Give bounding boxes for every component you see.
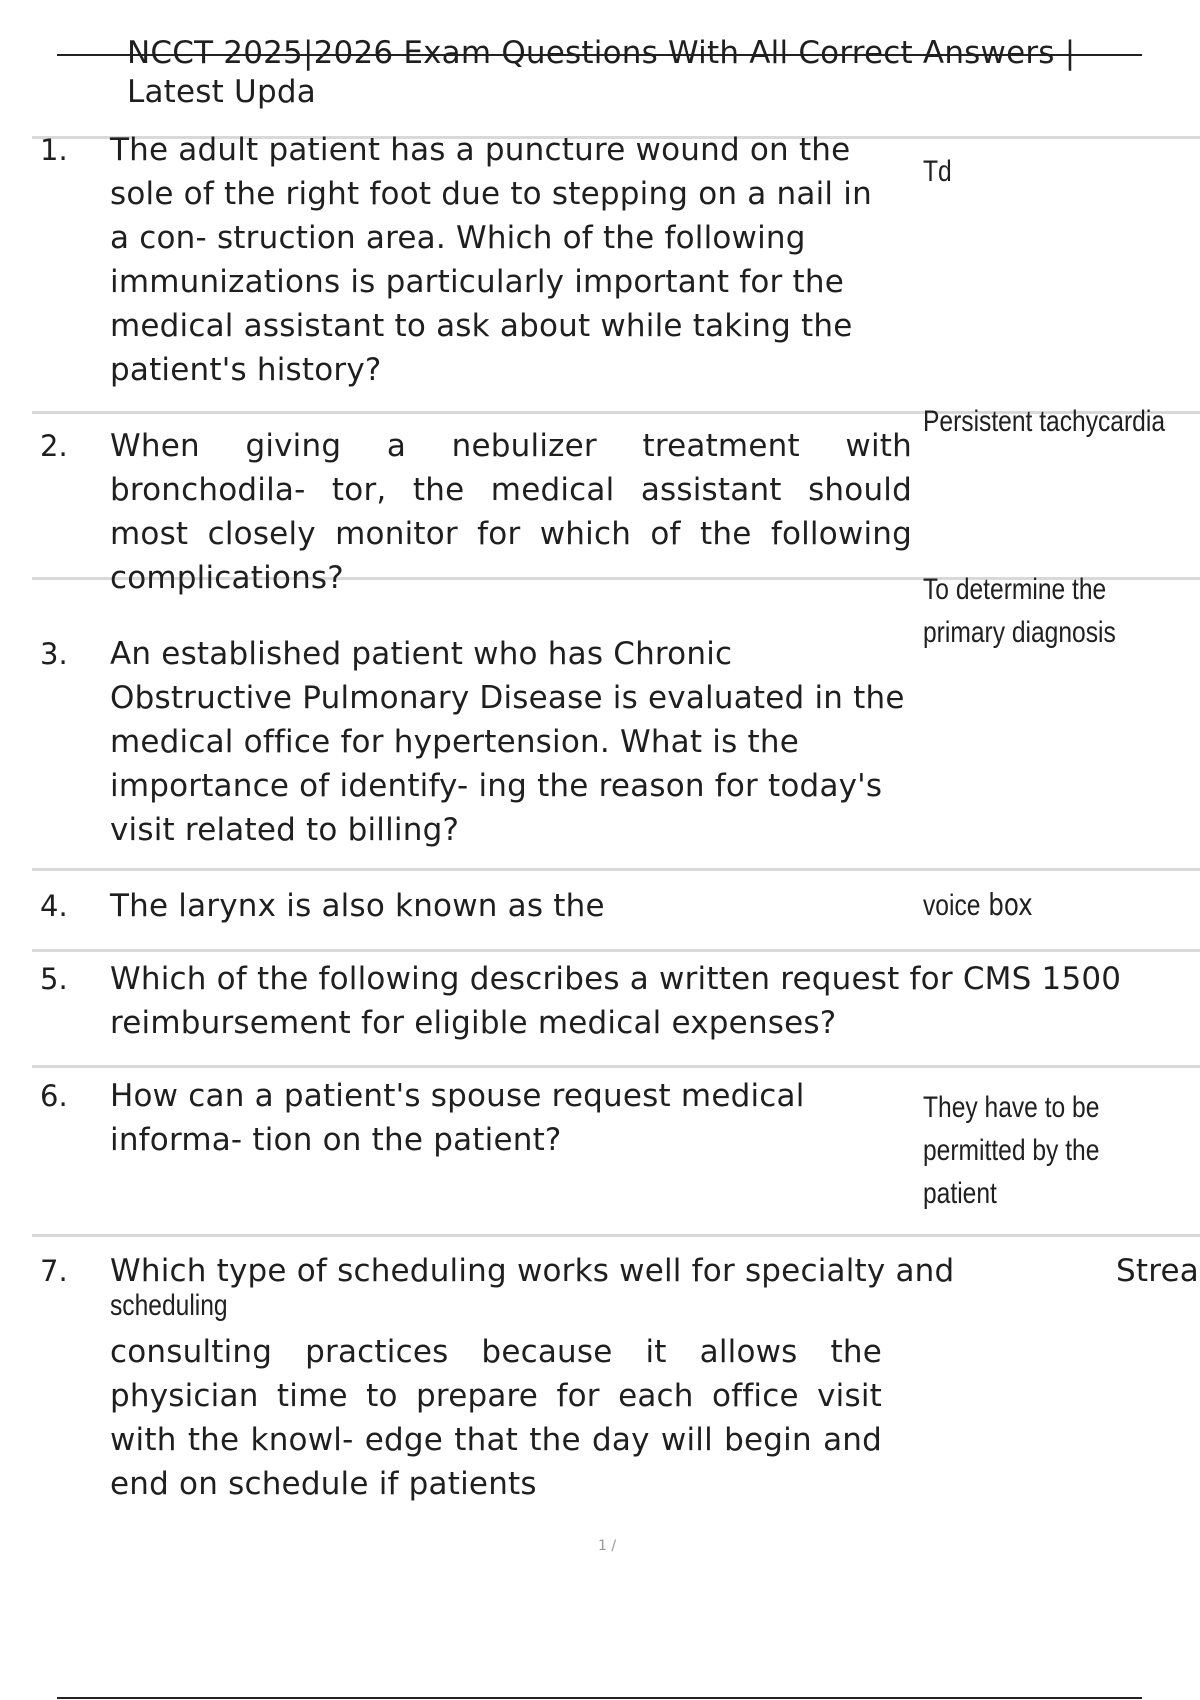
- answer-text: Persistent tachycardia: [923, 405, 1166, 438]
- answer-text: To determine the primary diagnosis: [923, 573, 1116, 649]
- item-number: 5.: [40, 962, 68, 996]
- answer-continuation: scheduling: [110, 1289, 228, 1322]
- bottom-rule: [57, 1697, 1142, 1699]
- row-divider: [32, 1065, 1200, 1068]
- item-number: 4.: [40, 889, 68, 923]
- row-divider: [32, 868, 1200, 871]
- item-number: 7.: [40, 1254, 68, 1288]
- question-text: When giving a nebulizer treatment with bronchodila- tor, the medical assistant should most closely monitor for which of the following complications?: [110, 428, 912, 596]
- question-text: Which of the following describes a written request for CMS 1500 reimbursement for eligible medical expenses?: [110, 961, 1122, 1041]
- answer-text: Strea: [1116, 1253, 1199, 1289]
- question-text: An established patient who has Chronic Obstructive Pulmonary Disease is evaluated in the medical office for hypertension. What is the importance of identify- ing the reason for today's visit related to billing?: [110, 636, 905, 848]
- item-number: 2.: [40, 429, 68, 463]
- page-number: 1 /: [598, 1538, 617, 1554]
- question-line: Which type of scheduling works well for specialty and: [110, 1253, 955, 1289]
- question-text: [110, 1249, 1118, 1293]
- question-text: consulting practices because it allows the physician time to prepare for each office visit with the knowl- edge that the day will begin and end on schedule if patients: [110, 1334, 882, 1502]
- answer-part: box: [980, 888, 1033, 923]
- question-text: The adult patient has a puncture wound on the sole of the right foot due to stepping on a nail in a con- struction area. Which of the following immunizations is particularly important for the medical assistant to ask about while taking the patient's history?: [110, 132, 872, 388]
- item-number: 6.: [40, 1079, 68, 1113]
- item-number: 3.: [40, 637, 68, 671]
- answer-text: [923, 884, 1033, 927]
- document-title: NCCT 2025|2026 Exam Questions With All Correct Answers | Latest Upda: [127, 35, 1076, 110]
- answer-text: They have to be permitted by the patient: [923, 1091, 1100, 1210]
- row-divider: [32, 1234, 1200, 1237]
- row-divider: [32, 949, 1200, 952]
- question-text: How can a patient's spouse request medical informa- tion on the patient?: [110, 1078, 805, 1158]
- item-number: 1.: [40, 133, 68, 167]
- answer-part: voice: [923, 889, 981, 922]
- question-text: The larynx is also known as the: [110, 888, 605, 924]
- answer-text: Td: [923, 155, 952, 188]
